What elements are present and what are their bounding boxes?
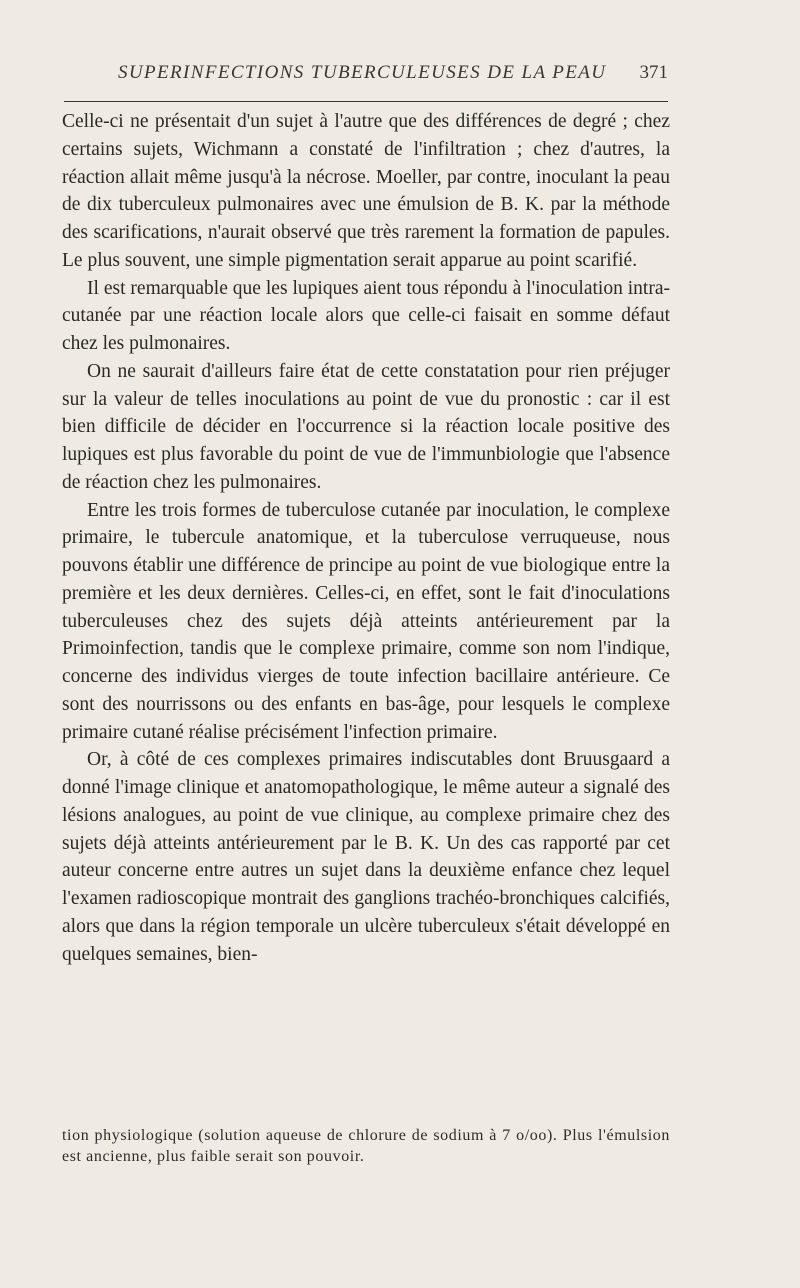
page-number: 371 [639, 62, 668, 83]
footnote-text: tion physiologique (solution aqueuse de chlorure de sodium à 7 o/oo). Plus l'émulsion est ancienne, plus faible serait son pouvoir. [62, 1127, 670, 1165]
paragraph: Entre les trois formes de tuberculose cutanée par inoculation, le complexe primaire, le tubercule anatomique, et la tuberculose verruqueuse, nous pouvons établir une différence de principe au point de vue biologique entre la première et les deux dernières. Celles-ci, en effet, sont le fait d'inoculations tuberculeuses chez des sujets déjà atteints antérieurement par la Primoinfection, tandis que le complexe primaire, comme son nom l'indique, concerne des individus vierges de toute infection bacillaire antérieure. Ce sont des nourrissons ou des enfants en bas-âge, pour lesquels le complexe primaire cutané réalise précisément l'infection primaire. [62, 499, 670, 743]
paragraph: Or, à côté de ces complexes primaires indiscutables dont Bruusgaard a donné l'image clinique et anatomopathologique, le même auteur a signalé des lésions analogues, au point de vue clinique, au complexe primaire chez des sujets déjà atteints antérieurement par le B. K. Un des cas rapporté par cet auteur concerne entre autres un sujet dans la deuxième enfance chez lequel l'examen radioscopique montrait des ganglions trachéo-bronchiques calcifiés, alors que dans la région temporale un ulcère tuberculeux s'était développé en quelques semaines, bien- [62, 749, 670, 965]
running-head [64, 62, 668, 92]
body-text [62, 108, 670, 968]
running-title: SUPERINFECTIONS TUBERCULEUSES DE LA PEAU [118, 62, 607, 83]
paragraph: On ne saurait d'ailleurs faire état de cette constatation pour rien préjuger sur la valeur de telles inoculations au point de vue du pronostic : car il est bien difficile de décider en l'occurrence si la réaction locale positive des lupiques est plus favorable du point de vue de l'immunbiologie que l'absence de réaction chez les pulmonaires. [62, 360, 670, 493]
footnote [62, 1125, 670, 1167]
header-rule [64, 101, 668, 102]
paragraph: Il est remarquable que les lupiques aient tous répondu à l'inoculation intra-cutanée par une réaction locale alors que celle-ci faisait en somme défaut chez les pulmonaires. [62, 277, 670, 354]
paragraph: Celle-ci ne présentait d'un sujet à l'autre que des différences de degré ; chez certains sujets, Wichmann a constaté de l'infiltration ; chez d'autres, la réaction allait même jusqu'à la nécrose. Moeller, par contre, inoculant la peau de dix tuberculeux pulmonaires avec une émulsion de B. K. par la méthode des scarifications, n'aurait observé que très rarement la formation de papules. Le plus souvent, une simple pigmentation serait apparue au point scarifié. [62, 111, 670, 271]
